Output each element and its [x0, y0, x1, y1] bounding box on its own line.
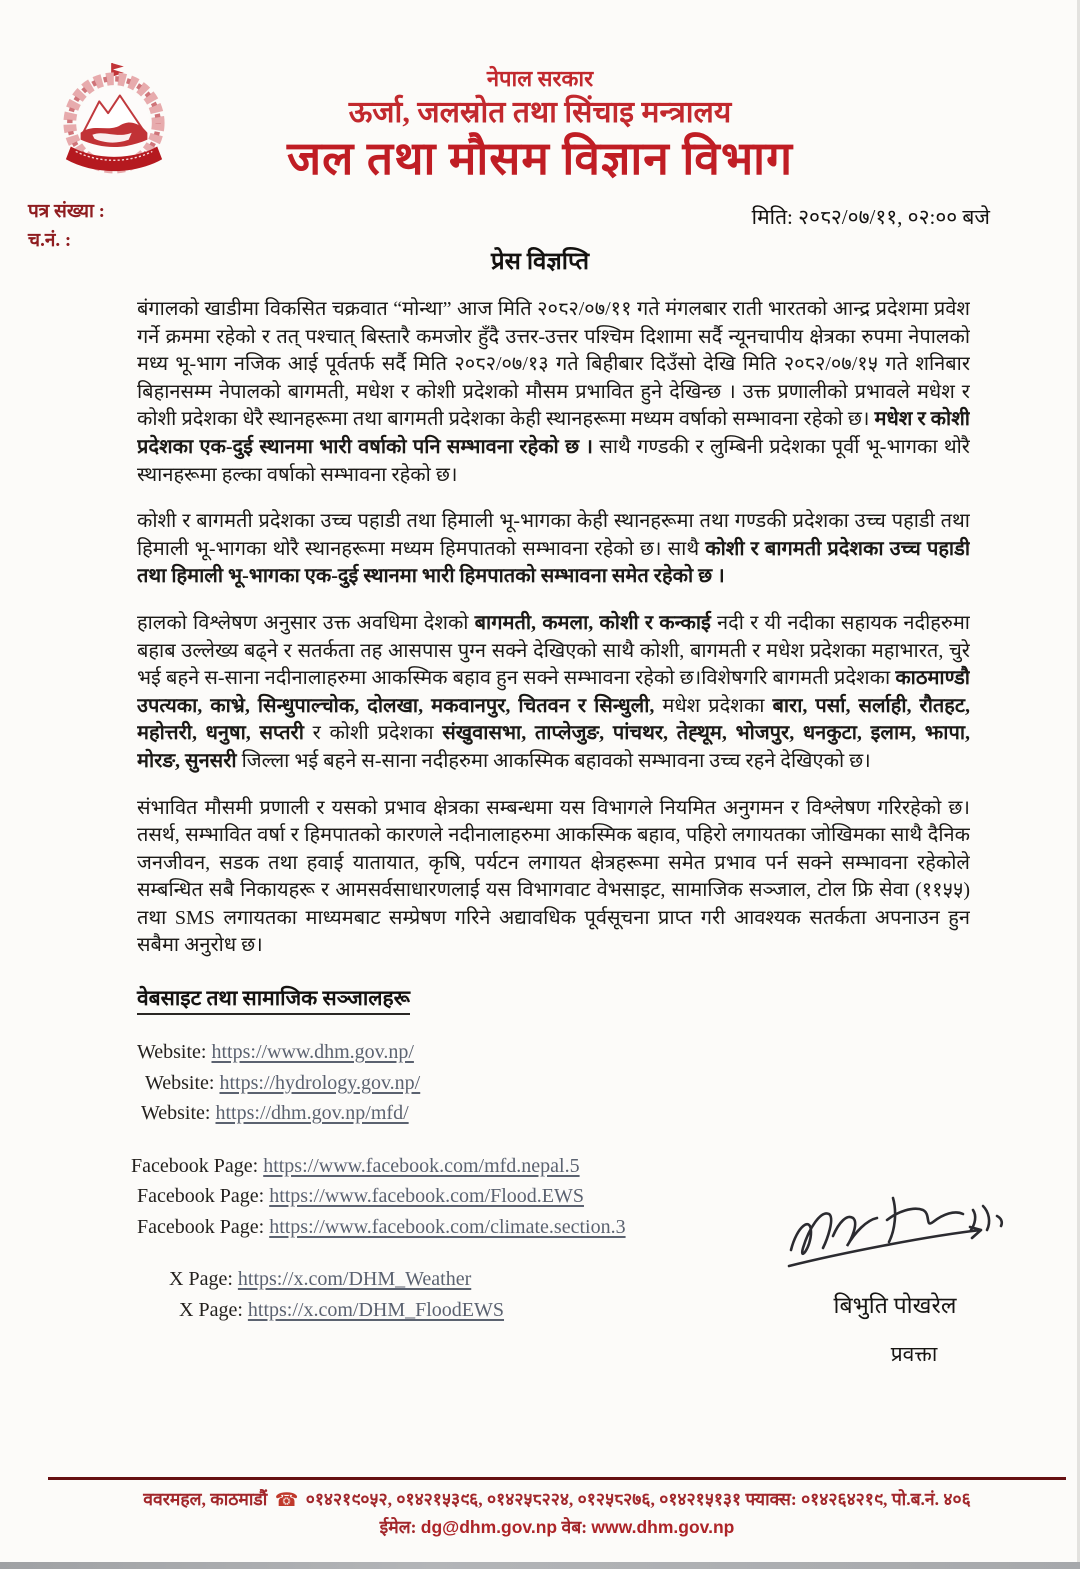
web-value: www.dhm.gov.np [591, 1517, 735, 1537]
paragraph-1: बंगालको खाडीमा विकसित चक्रवात “मोन्था” आज मिति २०८२/०७/११ गते मंगलबार राती भारतको आन्द्र प्रदेशमा प्रवेश गर्ने क्रममा रहेको र तत् पश्चात् बिस्तारै कमजोर हुँदै उत्तर-उत्तर पश्चिम दिशामा सर्दै न्यूनचापीय क्षेत्रका रुपमा नेपालको मध्य भू-भाग नजिक आई पूर्वतर्फ सर्दै मिति २०८२/०७/१३ गते बिहीबार दिउँसो देखि मिति २०८२/०७/१५ गते शनिबार बिहानसम्म नेपालको बागमती, मधेश र कोशी प्रदेशको मौसम प्रभावित हुने देखिन्छ । उक्त प्रणालीको प्रभावले मधेश र कोशी प्रदेशका धेरै स्थानहरूमा तथा बागमती प्रदेशका केही स्थानहरूमा मध्यम वर्षाको सम्भावना रहेको छ। मधेश र कोशी प्रदेशका एक-दुई स्थानमा भारी वर्षाको पनि सम्भावना रहेको छ । साथै गण्डकी र लुम्बिनी प्रदेशका पूर्वी भू-भागका थोरै स्थानहरूमा हल्का वर्षाको सम्भावना रहेको छ। [137, 298, 970, 486]
website-label: Website: [145, 1071, 215, 1094]
website-url[interactable]: https://hydrology.gov.np/ [219, 1071, 421, 1094]
press-body [137, 296, 970, 984]
signatory-role: प्रवक्ता [890, 1342, 938, 1366]
facebook-label: Facebook Page: [137, 1185, 265, 1207]
x-url[interactable]: https://x.com/DHM_FloodEWS [247, 1298, 505, 1321]
phone-icon: ☎ [274, 1490, 299, 1511]
x-label: X Page: [169, 1268, 233, 1290]
links-heading: वेबसाइट तथा सामाजिक सञ्जालहरू [137, 984, 410, 1015]
footer-contact-line [48, 1487, 1066, 1513]
email-label: ईमेल: [379, 1517, 417, 1537]
scan-bottom-edge [0, 1562, 1080, 1569]
website-label: Website: [137, 1041, 207, 1063]
facebook-url[interactable]: https://www.facebook.com/mfd.nepal.5 [263, 1154, 580, 1177]
letterhead [0, 66, 1080, 185]
footer [48, 1477, 1066, 1539]
x-label: X Page: [179, 1298, 243, 1321]
government-name: नेपाल सरकार [486, 66, 594, 91]
website-label: Website: [141, 1102, 211, 1124]
footer-phone-numbers: ०१४२१९०५२, ०१४२१५३९६, ०१४२५८२२४, ०१२५८२७६, ०१४२१५१३१ फ्याक्स: ०१४२६४२१९, पो.ब.नं. ४०६ [305, 1489, 971, 1509]
letter-number-label: पत्र संख्या : [28, 201, 106, 222]
signature-block [770, 1186, 1020, 1368]
signatory-name: बिभुति पोखरेल [833, 1293, 957, 1318]
email-value: dg@dhm.gov.np [420, 1517, 558, 1537]
facebook-label: Facebook Page: [131, 1154, 259, 1177]
web-label: वेब: [561, 1517, 588, 1537]
paragraph-3: हालको विश्लेषण अनुसार उक्त अवधिमा देशको बागमती, कमला, कोशी र कन्काई नदी र यी नदीका सहायक नदीहरुमा बहाब उल्लेख्य बढ्ने र सतर्कता तह आसपास पुग्न सक्ने देखिएको साथै कोशी, बागमती र मधेश प्रदेशका महाभारत, चुरे भई बहने स-साना नदीनालाहरुमा आकस्मिक बहाव हुन सक्ने सम्भावना रहेको छ।विशेषगरि बागमती प्रदेशका काठमाण्डौ उपत्यका, काभ्रे, सिन्धुपाल्चोक, दोलखा, मकवानपुर, चितवन र सिन्धुली, मधेश प्रदेशका बारा, पर्सा, सर्लाही, रौतहट, महोत्तरी, धनुषा, सप्तरी र कोशी प्रदेशका संखुवासभा, ताप्लेजुङ, पांचथर, तेह्थूम, भोजपुर, धनकुटा, इलाम, झापा, मोरङ, सुनसरी जिल्ला भई बहने स-साना नदीहरुमा आकस्मिक बहावको सम्भावना उच्च रहने देखिएको छ। [137, 611, 970, 772]
website-line [141, 1098, 897, 1129]
footer-address: ववरमहल, काठमाडौं [143, 1489, 268, 1509]
facebook-url[interactable]: https://www.facebook.com/climate.section.3 [269, 1215, 626, 1238]
footer-email-line [48, 1515, 1066, 1539]
paragraph-2: कोशी र बागमती प्रदेशका उच्च पहाडी तथा हिमाली भू-भागका केही स्थानहरूमा तथा गण्डकी प्रदेशका उच्च पहाडी तथा हिमाली भू-भागका थोरै स्थानहरूमा मध्यम हिमपातको सम्भावना रहेको छ। साथै कोशी र बागमती प्रदेशका उच्च पहाडी तथा हिमाली भू-भागका एक-दुई स्थानमा भारी हिमपातको सम्भावना समेत रहेको छ । [137, 510, 970, 588]
facebook-line [131, 1151, 897, 1182]
ministry-name: ऊर्जा, जलस्रोत तथा सिंचाइ मन्त्रालय [348, 96, 732, 129]
x-url[interactable]: https://x.com/DHM_Weather [237, 1268, 472, 1290]
facebook-label: Facebook Page: [137, 1215, 265, 1238]
website-url[interactable]: https://www.dhm.gov.np/ [211, 1041, 414, 1063]
website-url[interactable]: https://dhm.gov.np/mfd/ [215, 1102, 409, 1124]
department-name: जल तथा मौसम विज्ञान विभाग [287, 133, 793, 184]
date-line: मिति: २०८२/०७/११, ०२:०० बजे [751, 205, 990, 229]
press-release-title: प्रेस विज्ञप्ति [490, 249, 590, 275]
website-line [137, 1037, 897, 1068]
website-line [145, 1068, 897, 1099]
handwritten-signature [775, 1186, 1015, 1282]
dispatch-number-label: च.नं. : [28, 230, 72, 251]
facebook-url[interactable]: https://www.facebook.com/Flood.EWS [269, 1185, 584, 1207]
paragraph-4: संभावित मौसमी प्रणाली र यसको प्रभाव क्षेत्रका सम्बन्धमा यस विभागले नियमित अनुगमन र विश्लेषण गरिरहेको छ। तसर्थ, सम्भावित वर्षा र हिमपातको कारणले नदीनालाहरुमा आकस्मिक बहाव, पहिरो लगायतका जोखिमका साथै दैनिक जनजीवन, सडक तथा हवाई यातायात, कृषि, पर्यटन लगायत क्षेत्रहरूमा समेत प्रभाव पर्न सक्ने सम्भावना रहेकोले सम्बन्धित सबै निकायहरू र आमसर्वसाधारणलाई यस विभागवाट वेभसाइट, सामाजिक सञ्जाल, टोल फ्रि सेवा (११५५) तथा SMS लगायतका माध्यमबाट सम्प्रेषण गरिने अद्यावधिक पूर्वसूचना प्राप्त गरी आवश्यक सतर्कता अपनाउन हुन सबैमा अनुरोध छ। [137, 796, 970, 957]
